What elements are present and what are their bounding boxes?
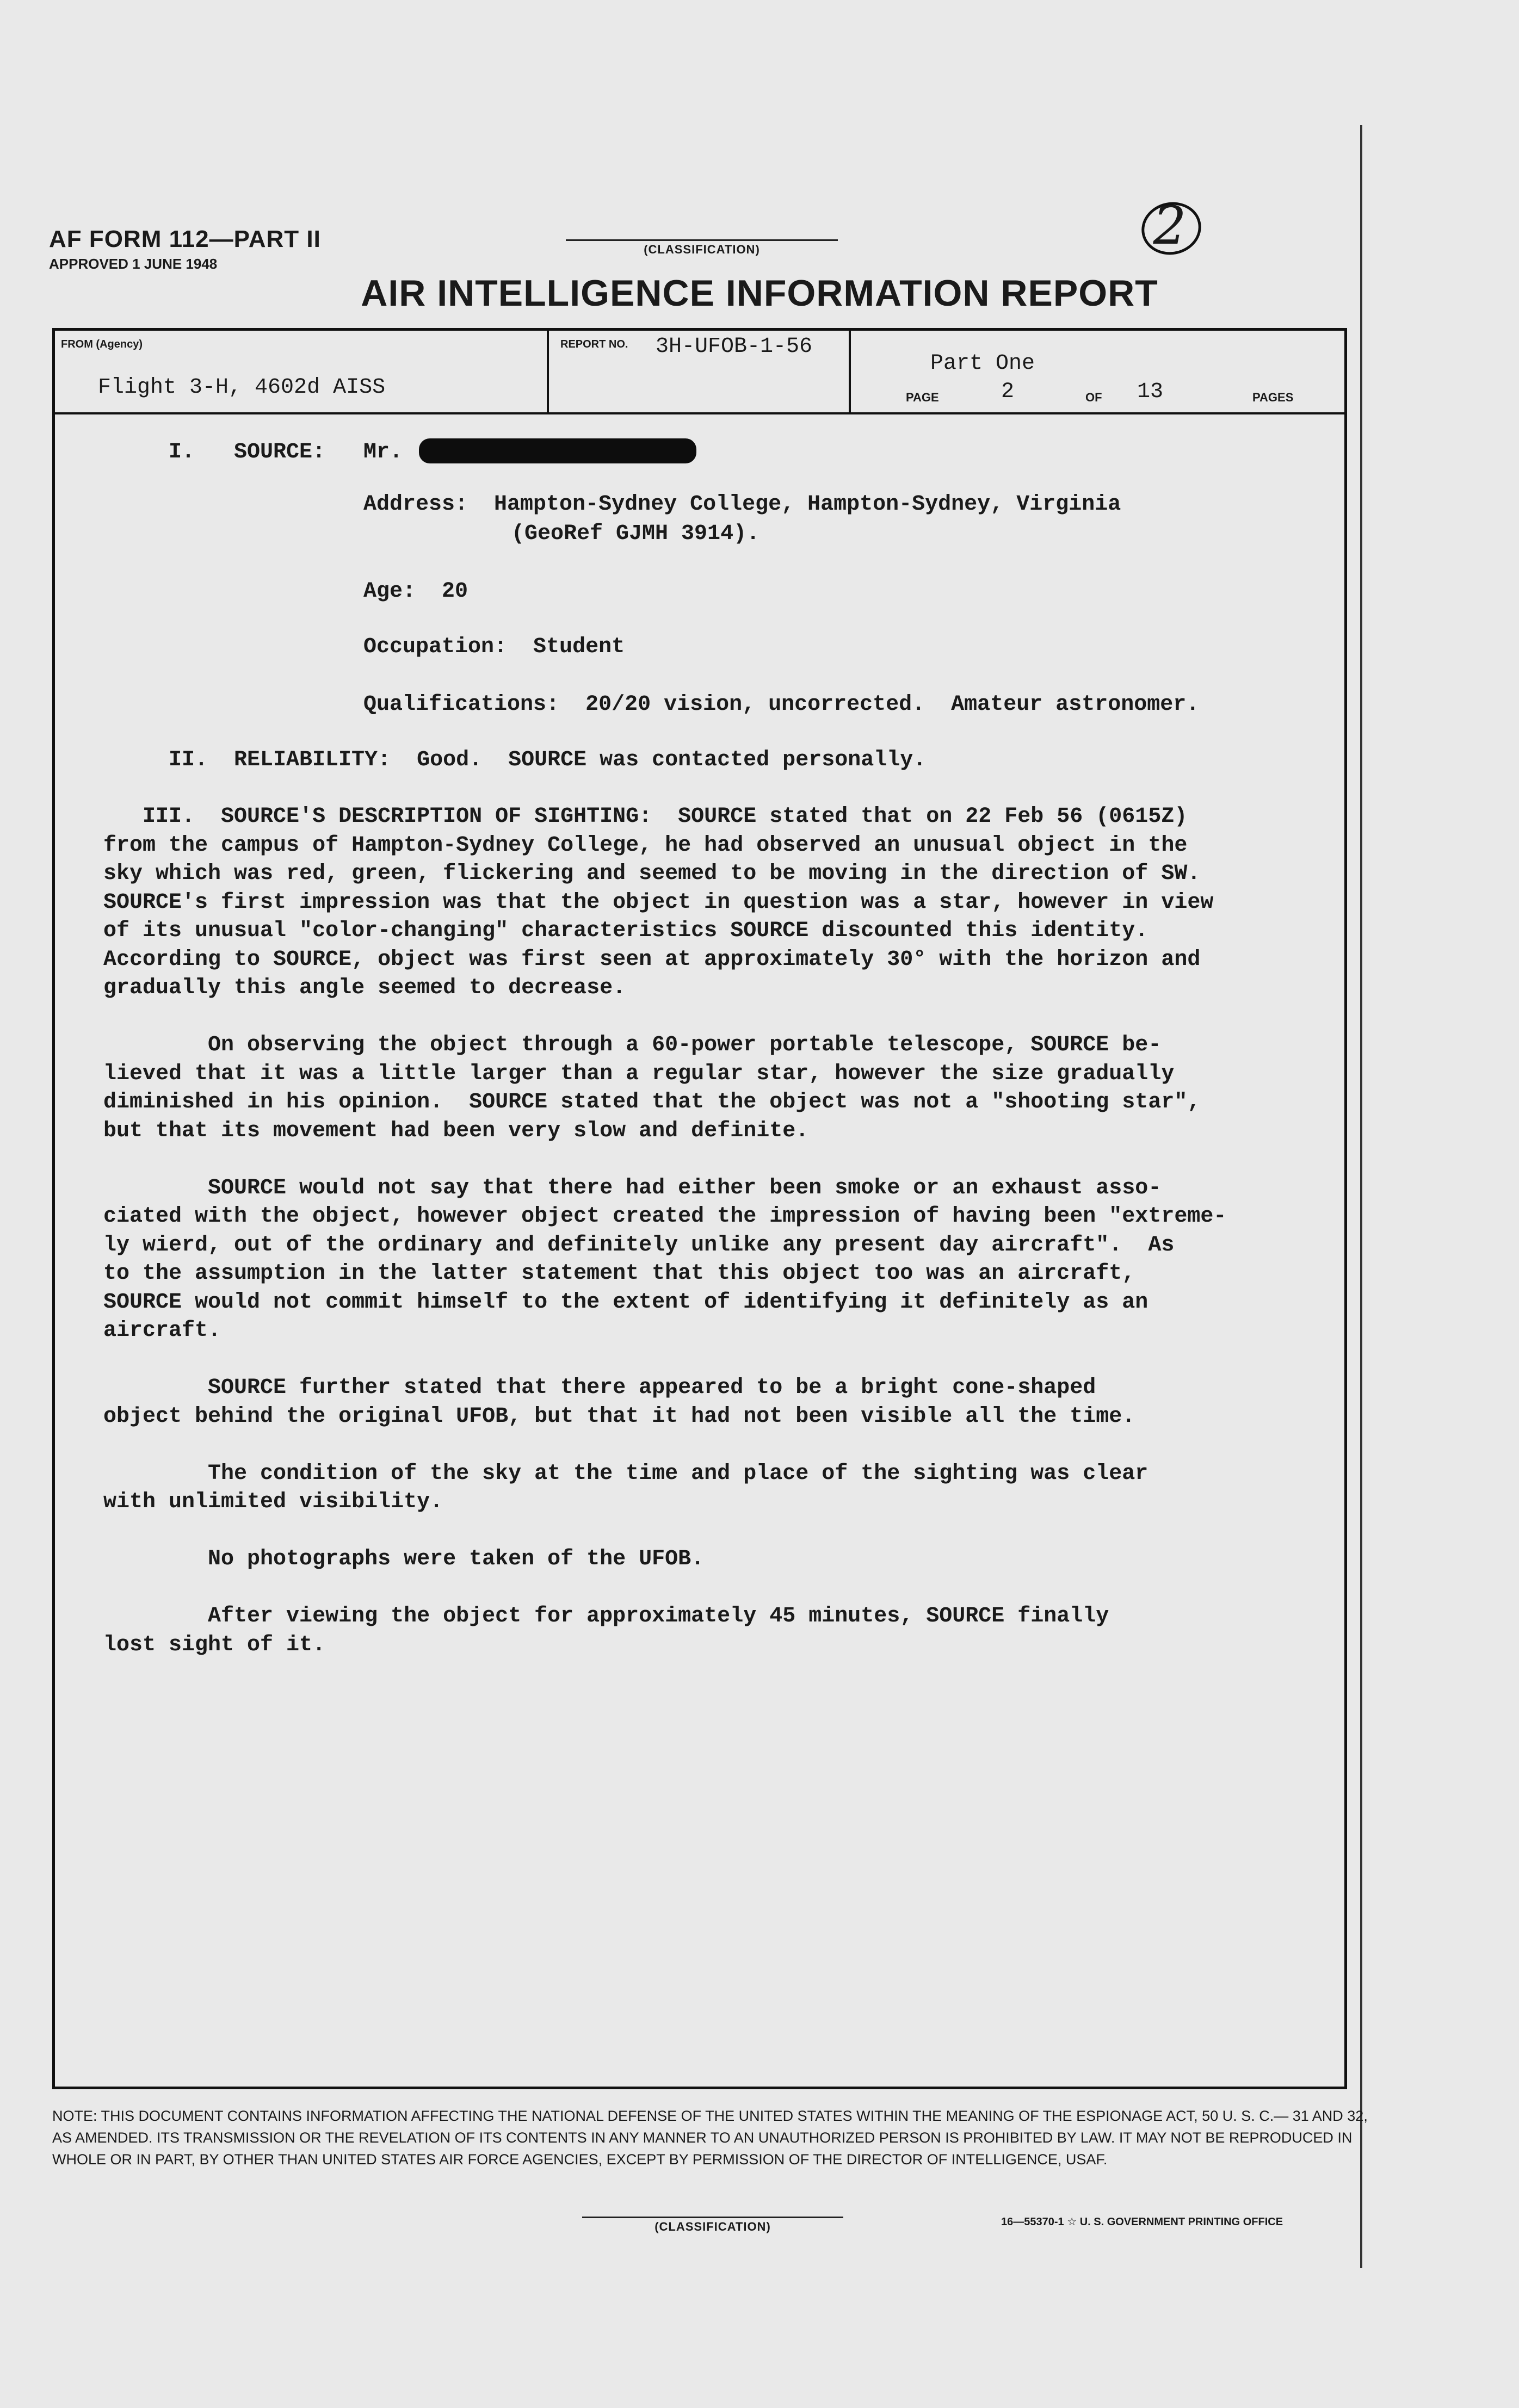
source-occupation: Occupation: Student [363, 635, 625, 659]
description-line: The condition of the sky at the time and place of the sighting was clear [103, 1461, 1148, 1486]
description-line: lost sight of it. [103, 1632, 326, 1657]
description-line: On observing the object through a 60-power portable telescope, SOURCE be- [103, 1033, 1162, 1057]
source-address-line2: (GeoRef GJMH 3914). [511, 522, 760, 546]
description-line: ly wierd, out of the ordinary and definitely unlike any present day aircraft". As [103, 1233, 1175, 1258]
part-label: Part One [930, 351, 1035, 376]
of-label: OF [1085, 391, 1102, 404]
report-number-label: REPORT NO. [560, 338, 628, 350]
description-line: with unlimited visibility. [103, 1490, 443, 1514]
handwritten-page-mark: 2 [1137, 196, 1202, 256]
total-pages: 13 [1137, 380, 1164, 404]
description-line: lieved that it was a little larger than a regular star, however the size gradually [103, 1061, 1175, 1086]
page-label: PAGE [906, 391, 939, 404]
description-line: SOURCE further stated that there appeared to be a bright cone-shaped [103, 1376, 1096, 1400]
description-line: SOURCE would not say that there had either been smoke or an exhaust asso- [103, 1175, 1162, 1200]
classification-label-top: (CLASSIFICATION) [644, 243, 760, 256]
description-line: SOURCE's first impression was that the object in question was a star, however in view [103, 890, 1214, 915]
description-line: to the assumption in the latter statement that this object too was an aircraft, [103, 1261, 1135, 1286]
description-line: After viewing the object for approximately 45 minutes, SOURCE finally [103, 1604, 1109, 1629]
description-line: aircraft. [103, 1318, 221, 1343]
description-line: of its unusual "color-changing" characteristics SOURCE discounted this identity. [103, 919, 1148, 943]
page-number: 2 [1001, 380, 1015, 404]
security-notice: NOTE: THIS DOCUMENT CONTAINS INFORMATION AFFECTING THE NATIONAL DEFENSE OF THE UNITED STATES WITHIN THE MEANING OF THE ESPIONAGE ACT, 50 U. S. C.— 31 AND 32, AS AMENDED. ITS TRANSMISSION OR THE REVELATION OF ITS CONTENTS IN ANY MANNER TO AN UNAUTHORIZED PERSON IS PROHIBITED BY LAW. IT MAY NOT BE REPRODUCED IN WHOLE OR IN PART, BY OTHER THAN UNITED STATES AIR FORCE AGENCIES, EXCEPT BY PERMISSION OF THE DIRECTOR OF INTELLIGENCE, USAF. [52, 2108, 1368, 2168]
description-line: diminished in his opinion. SOURCE stated that the object was not a "shooting star", [103, 1090, 1201, 1115]
redaction-bar [419, 438, 696, 463]
description-line: but that its movement had been very slow and definite. [103, 1118, 809, 1143]
classification-line-top [566, 239, 838, 241]
header-divider-2 [849, 328, 851, 412]
form-approved-date: APPROVED 1 JUNE 1948 [49, 256, 218, 272]
pages-label: PAGES [1252, 391, 1294, 404]
description-line: object behind the original UFOB, but that it had not been visible all the time. [103, 1404, 1135, 1429]
classification-line-bottom [582, 2217, 843, 2218]
description-line: No photographs were taken of the UFOB. [103, 1547, 705, 1571]
description-line: ciated with the object, however object created the impression of having been "extreme- [103, 1204, 1227, 1229]
source-heading: I. SOURCE: [169, 440, 326, 465]
source-address-line1: Address: Hampton-Sydney College, Hampton-Sydney, Virginia [363, 492, 1121, 517]
description-line: from the campus of Hampton-Sydney College, he had observed an unusual object in the [103, 833, 1188, 858]
from-agency-label: FROM (Agency) [61, 338, 143, 350]
report-number-value: 3H-UFOB-1-56 [656, 335, 813, 359]
description-line: III. SOURCE'S DESCRIPTION OF SIGHTING: SOURCE stated that on 22 Feb 56 (0615Z) [103, 804, 1188, 829]
description-line: According to SOURCE, object was first seen at approximately 30° with the horizon and [103, 947, 1201, 972]
page-edge-line [1360, 125, 1362, 2268]
reliability-section: II. RELIABILITY: Good. SOURCE was contacted personally. [169, 748, 927, 772]
printing-office-code: 16—55370-1 ☆ U. S. GOVERNMENT PRINTING OFFICE [1001, 2216, 1283, 2228]
source-name-prefix: Mr. [363, 440, 403, 465]
description-line: SOURCE would not commit himself to the extent of identifying it definitely as an [103, 1290, 1148, 1315]
classification-label-bottom: (CLASSIFICATION) [654, 2220, 771, 2233]
source-age: Age: 20 [363, 579, 468, 604]
report-title: AIR INTELLIGENCE INFORMATION REPORT [361, 273, 1158, 314]
header-divider-1 [547, 328, 549, 412]
description-line: gradually this angle seemed to decrease. [103, 976, 626, 1000]
form-name: AF FORM 112—PART II [49, 226, 321, 252]
source-qualifications: Qualifications: 20/20 vision, uncorrected. Amateur astronomer. [363, 692, 1200, 717]
from-agency-value: Flight 3-H, 4602d AISS [98, 375, 386, 400]
description-line: sky which was red, green, flickering and seemed to be moving in the direction of SW. [103, 862, 1201, 886]
